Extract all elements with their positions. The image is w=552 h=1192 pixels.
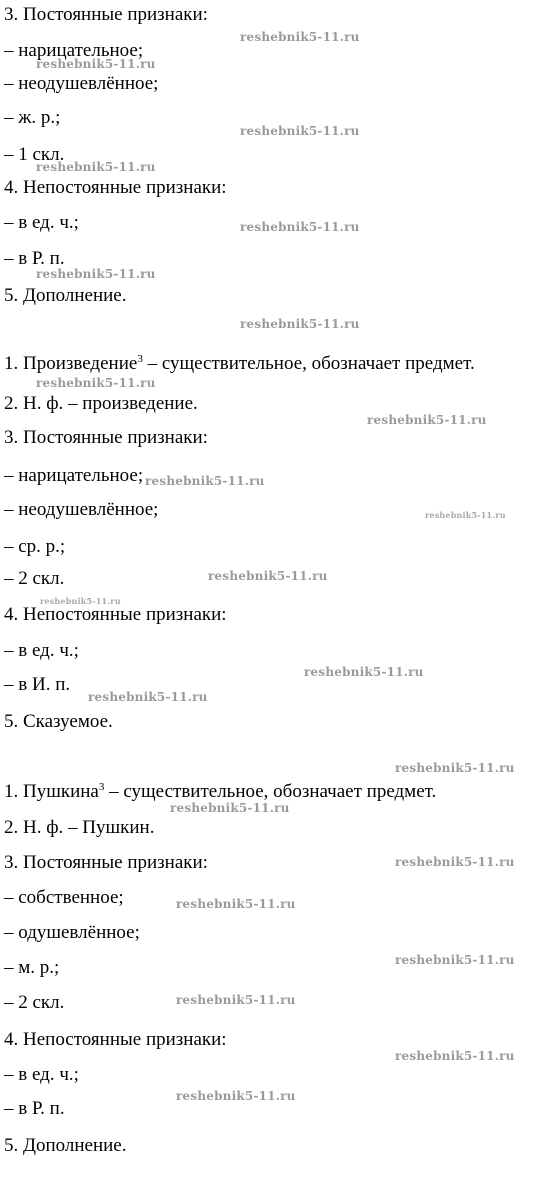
text-line: – в ед. ч.;: [4, 212, 79, 233]
text-line: 5. Сказуемое.: [4, 711, 113, 732]
superscript: 3: [98, 781, 105, 793]
text-line: – ср. р.;: [4, 536, 66, 557]
text-line: 2. Н. ф. – Пушкин.: [4, 817, 155, 838]
text-line: 3. Постоянные признаки:: [4, 852, 208, 873]
superscript: 3: [137, 353, 143, 365]
word: 1. Пушкина: [4, 781, 99, 802]
watermark: reshebnik5-11.ru: [36, 57, 156, 71]
text-line: [4, 781, 436, 803]
text-line: – неодушевлённое;: [4, 73, 159, 94]
watermark: reshebnik5-11.ru: [367, 413, 487, 427]
text-line: [4, 353, 475, 375]
watermark: reshebnik5-11.ru: [145, 474, 265, 488]
text-line: 3. Постоянные признаки:: [4, 427, 208, 448]
text-line: – 2 скл.: [4, 992, 65, 1013]
watermark: reshebnik5-11.ru: [240, 30, 360, 44]
watermark: reshebnik5-11.ru: [395, 1049, 515, 1063]
text-line: – в Р. п.: [4, 248, 65, 269]
text-line: – 1 скл.: [4, 144, 65, 165]
text-line: 4. Непостоянные признаки:: [4, 604, 227, 625]
watermark: reshebnik5-11.ru: [170, 801, 290, 815]
text-line: 3. Постоянные признаки:: [4, 4, 208, 25]
watermark: reshebnik5-11.ru: [240, 220, 360, 234]
watermark: reshebnik5-11.ru: [425, 510, 506, 520]
text-line: – нарицательное;: [4, 40, 144, 61]
text-line: – в ед. ч.;: [4, 640, 79, 661]
watermark: reshebnik5-11.ru: [36, 376, 156, 390]
text-line: – в И. п.: [4, 674, 71, 695]
text-line: – одушевлённое;: [4, 922, 140, 943]
text-line: – в Р. п.: [4, 1098, 65, 1119]
word: 1. Произведение: [4, 353, 138, 374]
watermark: reshebnik5-11.ru: [88, 690, 208, 704]
text-line: 4. Непостоянные признаки:: [4, 177, 227, 198]
watermark: reshebnik5-11.ru: [36, 160, 156, 174]
watermark: reshebnik5-11.ru: [176, 1089, 296, 1103]
text-line: – в ед. ч.;: [4, 1064, 79, 1085]
text-line: – 2 скл.: [4, 568, 65, 589]
text-line: – нарицательное;: [4, 465, 144, 486]
text-line: – ж. р.;: [4, 107, 61, 128]
watermark: reshebnik5-11.ru: [395, 761, 515, 775]
watermark: reshebnik5-11.ru: [40, 596, 121, 606]
watermark: reshebnik5-11.ru: [36, 267, 156, 281]
text-line: – собственное;: [4, 887, 124, 908]
watermark: reshebnik5-11.ru: [395, 855, 515, 869]
text-line: 5. Дополнение.: [4, 1135, 127, 1156]
text-line: 5. Дополнение.: [4, 285, 127, 306]
watermark: reshebnik5-11.ru: [176, 897, 296, 911]
watermark: reshebnik5-11.ru: [395, 953, 515, 967]
watermark: reshebnik5-11.ru: [240, 124, 360, 138]
watermark: reshebnik5-11.ru: [304, 665, 424, 679]
word: – существительное, обозначает предмет.: [104, 781, 437, 802]
text-line: – м. р.;: [4, 957, 60, 978]
text-line: 4. Непостоянные признаки:: [4, 1029, 227, 1050]
watermark: reshebnik5-11.ru: [208, 569, 328, 583]
watermark: reshebnik5-11.ru: [176, 993, 296, 1007]
text-line: 2. Н. ф. – произведение.: [4, 393, 198, 414]
word: – существительное, обозначает предмет.: [142, 353, 475, 374]
text-line: – неодушевлённое;: [4, 499, 159, 520]
watermark: reshebnik5-11.ru: [240, 317, 360, 331]
